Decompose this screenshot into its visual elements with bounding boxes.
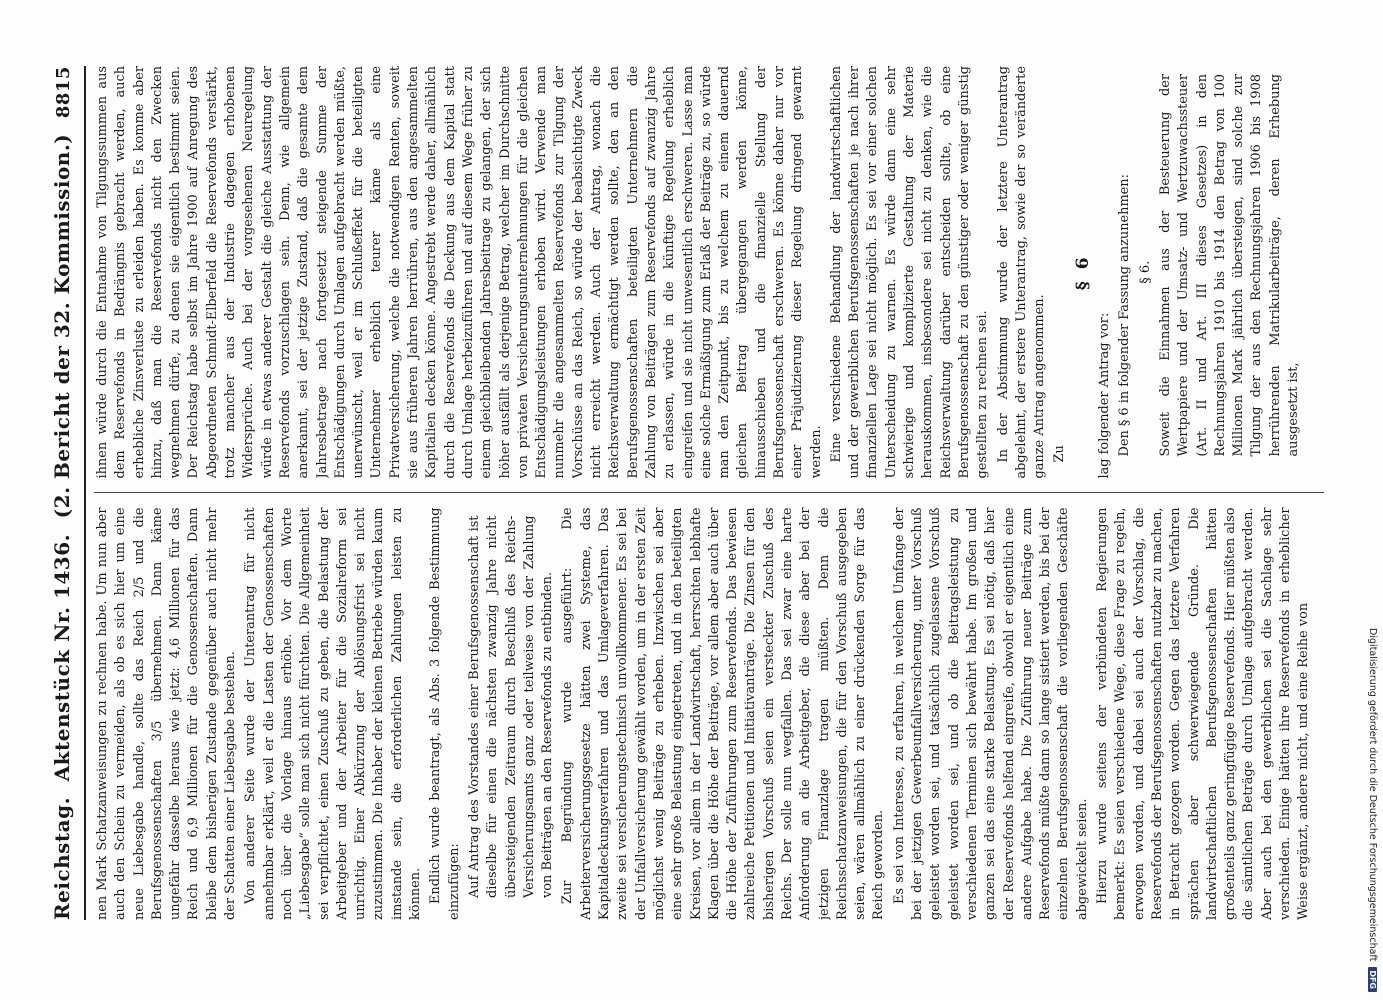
page-number: 8815	[53, 66, 74, 119]
paragraph: Auf Antrag des Vorstandes einer Berufsgenossenschaft ist dieselbe für einen die nächsten zwanzig Jahre nicht übersteigenden Zeitraum durch Beschluß des Reichs-Versicherungsamts ganz oder teilweise von der Zahlung von Beiträgen an den Reservefonds zu entbinden.	[466, 515, 556, 898]
paragraph: ihnen würde durch die Entnahme von Tilgungssummen aus dem Reservefonds in Bedrängnis gebracht werden, auch erhebliche Zinsverluste zu erleiden haben. Es komme aber hinzu, daß man die Reservefonds nicht den Zwecken wegnehmen dürfe, zu denen sie eigentlich bestimmt seien. Der Reichstag habe selbst im Jahre 1900 auf Anregung des Abgeordneten Schmidt-Elberfeld die Reservefonds verstärkt, trotz mancher aus der Industrie dagegen erhobenen Widersprüche. Auch bei der vorgesehenen Neuregelung würde in etwas anderer Gestalt die gleiche Ausstattung der Reservefonds vorzuschlagen sein. Denn, wie allgemein anerkannt, sei der jetzige Zustand, daß die gesamte dem Jahresbetrage nach fortgesetzt steigende Summe der Entschädigungen durch Umlagen aufgebracht werden müßte, unerwünscht, weil er im Schlußeffekt für die beteiligten Unternehmer erheblich teurer käme als eine Privatversicherung, welche die notwendigen Renten, soweit sie aus früheren Jahren herrühren, aus den angesammelten Kapitalien decken könne. Angestrebt werde daher, allmählich durch die Reservefonds die Deckung aus dem Kapital statt durch Umlage herbeizuführen und auf diesem Wege früher zu einem gleichbleibenden Jahresbeitrage zu gelangen, der sich höher ausfällt als derjenige Betrag, welcher im Durchschnitte von privaten Versicherungsunternehmungen für die gleichen Entschädigungsleistungen erhoben wird. Verwende man nunmehr die angesammelten Reservefonds zur Tilgung der Vorschüsse an das Reich, so würde der beabsichtigte Zweck nicht erreicht werden. Auch der Antrag, wonach die Reichsverwaltung ermächtigt werden sollte, den an den Berufsgenossenschaften beteiligten Unternehmern die Zahlung von Beiträgen zum Reservefonds auf zwanzig Jahre zu erlassen, würde in die künftige Regelung erheblich eingreifen und sie nicht unwesentlich erschweren. Lasse man eine solche Ermäßigung zum Erlaß der Beiträge zu, so würde man den Zeitpunkt, bis zu welchem zu einem dauernd gleichen Beitrag übergegangen werden könne, hinausschieben und die finanzielle Stellung der Berufsgenossenschaft erschweren. Es könne daher nur vor einer Präjudizierung dieser Regelung dringend gewarnt werden.	[95, 66, 824, 479]
digitization-note	[1365, 8, 1381, 992]
paragraph: Von anderer Seite wurde der Unterantrag für nicht annehmbar erklärt, weil er die Lasten der Genossenschaften noch über die Vorlage hinaus erhöhe. Vor dem Worte „Liebesgabe“ solle man sich nicht fürchten. Die Allgemeinheit sei verpflichtet, einen Zuschuß zu geben, die Belastung der Arbeitgeber und der Arbeiter für die Sozialreform sei unrichtig. Einer Abkürzung der Ablösungsfrist sei nicht zuzustimmen. Die Inhaber der kleinen Betriebe würden kaum imstande sein, die erforderlichen Zahlungen leisten zu können.	[243, 507, 424, 920]
paragraph: Zu	[1052, 445, 1068, 463]
right-column	[94, 66, 1324, 479]
paragraph: Zur Begründung wurde ausgeführt: Die Arbeiterversicherungsgesetze hätten zwei Systeme, das Kapitaldeckungsverfahren und das Umlageverfahren. Das zweite sei versicherungstechnisch unvollkommener. Es sei bei der Unfallversicherung gewählt worden, um in der ersten Zeit möglichst wenig Beiträge zu erheben. Inzwischen sei aber eine sehr große Belastung eingetreten, und in den beteiligten Kreisen, vor allem in der Landwirtschaft, herrschten lebhafte Klagen über die Höhe der Beiträge, vor allem aber auch über die Höhe der Zuführungen zum Reservefonds. Das bewiesen zahlreiche Petitionen und Initiativanträge. Die Zinsen für den bisherigen Vorschuß seien ein versteckter Zuschuß des Reichs. Der solle nun wegfallen. Das sei zwar eine harte Anforderung an die Arbeitgeber, die diese aber bei der jetzigen Finanzlage tragen müßten. Denn die Reichsschatzanweisungen, die für den Vorschuß ausgegeben seien, wären allmählich zu einer drückenden Sorge für das Reich geworden.	[560, 507, 887, 920]
text-columns	[94, 66, 1324, 920]
running-head-report-title: (2. Bericht der 32. Kommission.)	[50, 133, 74, 519]
paragraph: Hierzu wurde seitens der verbündeten Regierungen bemerkt: Es seien verschiedene Wege, diese Frage zu regeln, erwogen worden, und dabei sei auch der Vorschlag, die Reservefonds der Berufsgenossenschaften nutzbar zu machen, in Betracht gezogen worden. Gegen das letztere Verfahren sprächen aber schwerwiegende Gründe. Die landwirtschaftlichen Berufsgenossenschaften hätten großenteils ganz geringfügige Reservefonds. Hier müßten also die sämtlichen Beträge durch Umlage aufgebracht werden. Aber auch bei den gewerblichen sei die Sachlage sehr verschieden. Einige hätten ihre Reservefonds in erheblicher Weise ergänzt, andere nicht, und eine Reihe von	[1095, 507, 1312, 920]
paragraph: Eine verschiedene Behandlung der landwirtschaftlichen und der gewerblichen Berufsgenossenschaften je nach ihrer finanziellen Lage sei nicht möglich. Es sei vor einer solchen Unterscheidung zu warnen. Es würde dann eine sehr schwierige und komplizierte Gestaltung der Materie herauskommen, insbesondere sei nicht zu denken, wie die Reichsverwaltung darüber entscheiden sollte, ob eine Berufsgenossenschaft zu den günstiger oder weniger günstig gestellten zu rechnen sei.	[828, 66, 991, 479]
section-heading: § 6	[1072, 254, 1093, 291]
digitization-note-text: Digitalisierung gefördert durch die Deutsche Forschungsgemeinschaft	[1367, 628, 1379, 962]
paragraph: Endlich wurde beantragt, als Abs. 3 folgende Bestimmung einzufügen:	[428, 507, 462, 920]
running-head	[50, 66, 80, 920]
header-rule	[84, 66, 86, 920]
left-column	[94, 508, 1324, 921]
paragraph: lag folgender Antrag vor:	[1097, 312, 1113, 479]
paragraph: nen Mark Schatzanweisungen zu rechnen habe. Um nun aber auch den Schein zu vermeiden, als ob es sich hier um eine neue Liebesgabe handle, sollte das Reich 2/5 und die Berufsgenossenschaften 3/5 übernehmen. Dann käme ungefähr dasselbe heraus wie jetzt: 4,6 Millionen für das Reich und 6,9 Millionen für die Genossenschaften. Dann bleibe dem bisherigen Zustande gegenüber auch nicht mehr der Schatten einer Liebesgabe bestehen.	[95, 507, 239, 920]
running-head-left: Reichstag.	[50, 796, 74, 920]
dfg-logo: DFG	[1369, 967, 1378, 992]
column-divider	[94, 493, 1324, 494]
paragraph: Den § 6 in folgender Fassung anzunehmen:	[1117, 174, 1133, 457]
paragraph: In der Abstimmung wurde der letztere Unterantrag abgelehnt, der erstere Unterantrag, sowie der so veränderte ganze Antrag angenommen.	[995, 66, 1048, 479]
running-head-doc-number: Aktenstück Nr. 1436.	[50, 533, 74, 782]
paragraph: Es sei von Interesse, zu erfahren, in welchem Umfange der bei der jetzigen Gewerbeunfallversicherung, unter Vorschuß geleistet worden sei, und tatsächlich zugelassene Vorschuß geleistet worden sei, und ob die Beitragsleistung zu verschiedenen Terminen sich bewährt habe. Im großen und ganzen sei das eine starke Belastung. Es sei nötig, daß hier der Reservefonds helfend eingreife, obwohl er eigentlich eine andere Aufgabe habe. Die Zuführung neuer Beiträge zum Reservefonds müßte dann so lange sistiert werden, bis bei der einzelnen Berufsgenossenschaft die vorliegenden Geschäfte abgewickelt seien.	[891, 507, 1090, 920]
paragraph: § 6.	[1137, 260, 1153, 284]
paragraph: Soweit die Einnahmen aus der Besteuerung der Wertpapiere und der Umsatz- und Wertzuwachssteuer (Art. II und Art. III dieses Gesetzes) in den Rechnungsjahren 1910 bis 1914 den Betrag von 100 Millionen Mark jährlich übersteigen, sind solche zur Tilgung der aus den Rechnungsjahren 1906 bis 1908 herrührenden Matrikularbeiträge, deren Erhebung ausgesetzt ist,	[1157, 74, 1301, 457]
